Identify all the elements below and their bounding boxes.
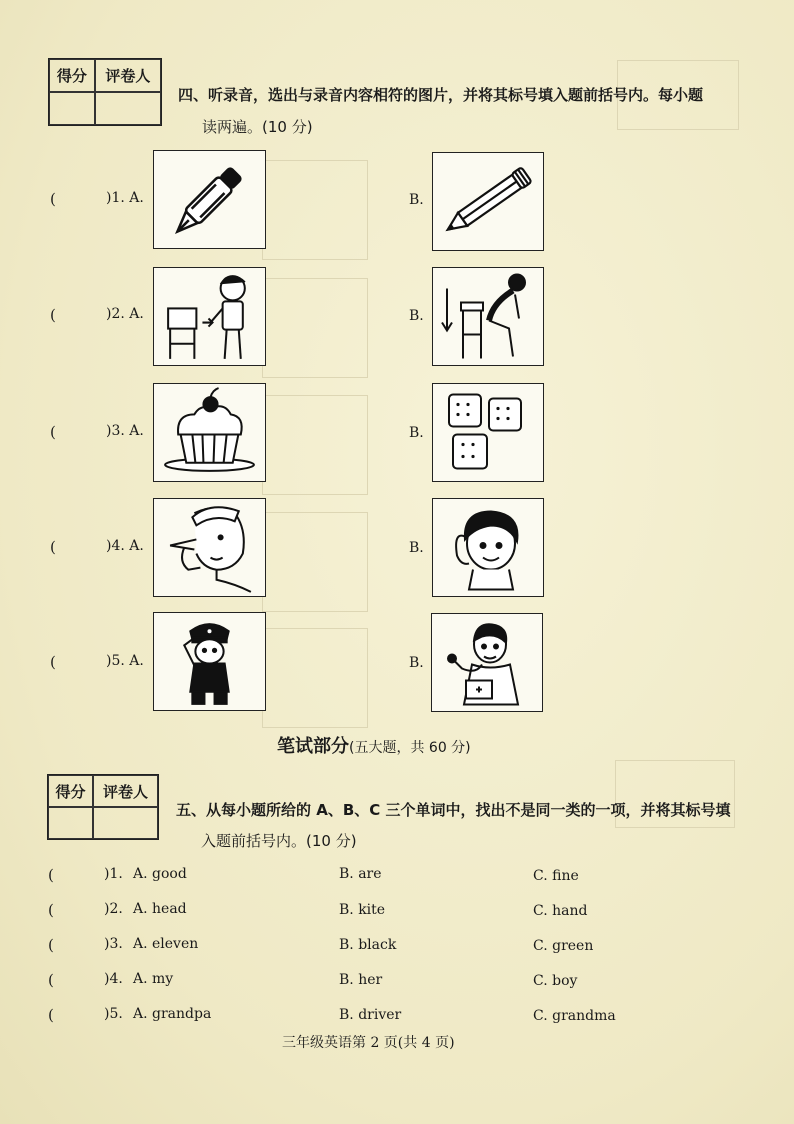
score-cell[interactable] (48, 807, 93, 839)
cake-picture (153, 383, 266, 482)
option-a: A. my (133, 971, 174, 987)
bleed-through-picture (262, 628, 368, 728)
bleed-through-picture (262, 278, 368, 378)
option-b-label: B. (409, 308, 424, 324)
section5-instruction-line1: 五、从每小题所给的 A、B、C 三个单词中，找出不是同一类的一项，并将其标号填 (176, 801, 731, 819)
grader-label: 评卷人 (95, 59, 161, 92)
answer-bracket[interactable]: ( (48, 971, 54, 989)
option-c: C. green (533, 938, 594, 954)
bleed-through-picture (262, 160, 368, 260)
question-number: )2. A. (106, 306, 144, 322)
boy-touching-nose-icon (154, 499, 265, 596)
bleed-through-picture (262, 395, 368, 495)
answer-bracket[interactable]: ( (48, 901, 54, 919)
question-number: )5. (104, 1006, 123, 1022)
question-number: )3. (104, 936, 123, 952)
option-b: B. kite (339, 902, 386, 918)
answer-bracket[interactable]: ( (50, 190, 56, 208)
policeman-picture (153, 612, 266, 711)
biscuits-icon (433, 384, 543, 481)
pencil-picture (432, 152, 544, 251)
written-part-title: 笔试部分 (277, 736, 349, 757)
option-c: C. grandma (533, 1008, 616, 1024)
answer-bracket[interactable]: ( (50, 306, 56, 324)
grader-cell[interactable] (93, 807, 158, 839)
option-b: B. are (339, 866, 382, 882)
option-b-label: B. (409, 540, 424, 556)
score-box-section5 (47, 774, 159, 840)
answer-bracket[interactable]: ( (48, 1006, 54, 1024)
grader-cell[interactable] (95, 92, 161, 125)
cake-icon (154, 384, 265, 481)
fountain-pen-icon (154, 151, 265, 248)
man-sitting-down-picture (432, 267, 544, 366)
question-number: )1. (104, 866, 123, 882)
written-part-subtitle: (五大题，共 60 分) (349, 740, 471, 756)
pencil-icon (433, 153, 543, 250)
option-a: A. grandpa (133, 1006, 212, 1022)
score-box-section4 (48, 58, 162, 126)
boy-touching-head-icon (433, 499, 543, 596)
score-cell[interactable] (49, 92, 95, 125)
boy-standing-up-picture (153, 267, 266, 366)
option-b: B. black (339, 937, 397, 953)
option-a: A. eleven (133, 936, 199, 952)
option-a: A. head (133, 901, 187, 917)
option-c: C. boy (533, 973, 578, 989)
answer-bracket[interactable]: ( (50, 423, 56, 441)
grader-label: 评卷人 (93, 775, 158, 807)
doctor-picture (431, 613, 543, 712)
option-a: A. good (133, 866, 187, 882)
answer-bracket[interactable]: ( (50, 653, 56, 671)
option-c: C. hand (533, 903, 588, 919)
biscuits-picture (432, 383, 544, 482)
question-number: )5. A. (106, 653, 144, 669)
question-number: )4. A. (106, 538, 144, 554)
option-b-label: B. (409, 425, 424, 441)
question-number: )3. A. (106, 423, 144, 439)
option-b-label: B. (409, 192, 424, 208)
option-c: C. fine (533, 868, 579, 884)
written-part-heading (277, 732, 471, 758)
boy-standing-up-icon (154, 268, 265, 365)
answer-bracket[interactable]: ( (48, 936, 54, 954)
score-label: 得分 (48, 775, 93, 807)
score-label: 得分 (49, 59, 95, 92)
page-footer: 三年级英语第 2 页(共 4 页) (282, 1035, 455, 1051)
question-number: )4. (104, 971, 123, 987)
policeman-icon (154, 613, 265, 710)
boy-touching-nose-picture (153, 498, 266, 597)
doctor-icon (432, 614, 542, 711)
question-number: )1. A. (106, 190, 144, 206)
answer-bracket[interactable]: ( (48, 866, 54, 884)
fountain-pen-picture (153, 150, 266, 249)
section5-instruction-line2: 入题前括号内。(10 分) (201, 832, 357, 850)
option-b-label: B. (409, 655, 424, 671)
option-b: B. her (339, 972, 383, 988)
question-number: )2. (104, 901, 123, 917)
section4-instruction-line2: 读两遍。(10 分) (202, 118, 313, 136)
option-b: B. driver (339, 1007, 402, 1023)
man-sitting-down-icon (433, 268, 543, 365)
section4-instruction-line1: 四、听录音，选出与录音内容相符的图片，并将其标号填入题前括号内。每小题 (178, 86, 704, 104)
answer-bracket[interactable]: ( (50, 538, 56, 556)
bleed-through-picture (262, 512, 368, 612)
boy-touching-head-picture (432, 498, 544, 597)
